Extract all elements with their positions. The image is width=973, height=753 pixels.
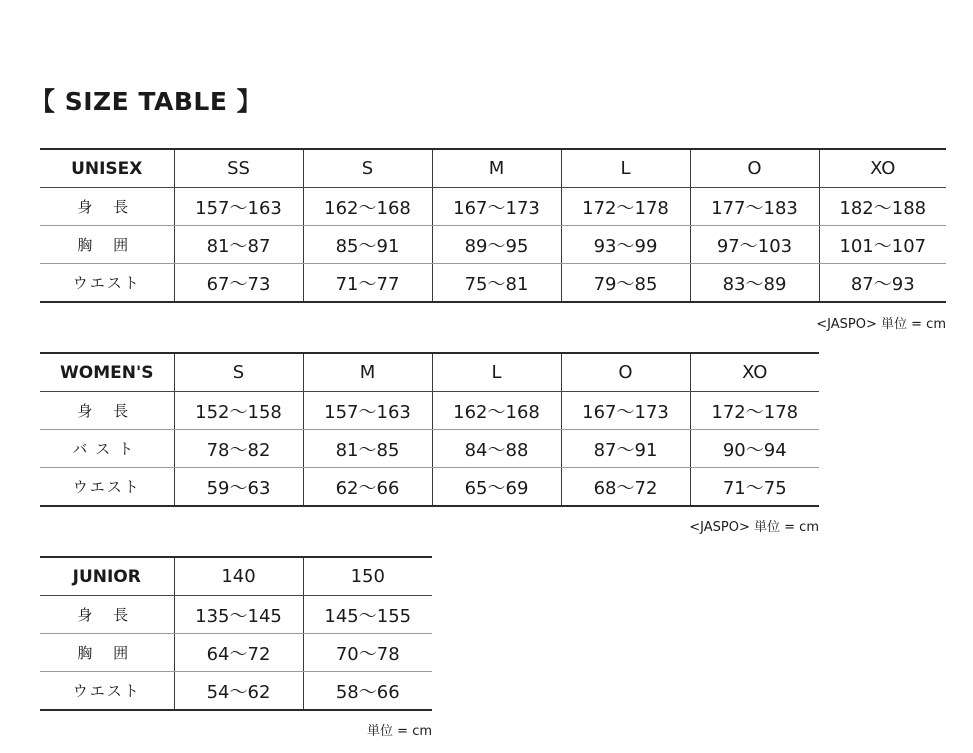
unisex-size-table [40,148,946,303]
table-cell: 162～168 [303,188,432,226]
table-header-row [40,149,946,188]
size-header: L [561,149,690,188]
table-row [40,634,432,672]
table-cell: 84～88 [432,430,561,468]
table-cell: 78～82 [174,430,303,468]
table-row [40,672,432,711]
row-label-waist: ウエスト [40,468,174,507]
table-cell: 145～155 [303,596,432,634]
size-header: O [690,149,819,188]
category-label: WOMEN'S [40,353,174,392]
table-header-row [40,557,432,596]
size-header: 150 [303,557,432,596]
table-cell: 89～95 [432,226,561,264]
row-label-height: 身 長 [40,596,174,634]
table-cell: 90～94 [690,430,819,468]
row-label-height: 身 長 [40,188,174,226]
table-row [40,188,946,226]
table-cell: 71～75 [690,468,819,507]
table-cell: 87～91 [561,430,690,468]
size-header: 140 [174,557,303,596]
table-cell: 58～66 [303,672,432,711]
size-header: L [432,353,561,392]
table-cell: 97～103 [690,226,819,264]
womens-size-table [40,352,819,507]
table-row [40,226,946,264]
table-cell: 85～91 [303,226,432,264]
table-header-row [40,353,819,392]
table-cell: 182～188 [819,188,946,226]
table-cell: 177～183 [690,188,819,226]
table-cell: 54～62 [174,672,303,711]
table-cell: 71～77 [303,264,432,303]
junior-size-table [40,556,432,711]
size-header: O [561,353,690,392]
table-cell: 172～178 [690,392,819,430]
table-cell: 162～168 [432,392,561,430]
table-cell: 152～158 [174,392,303,430]
table-cell: 167～173 [561,392,690,430]
table-cell: 167～173 [432,188,561,226]
table-cell: 65～69 [432,468,561,507]
table-cell: 62～66 [303,468,432,507]
table-cell: 135～145 [174,596,303,634]
table-row [40,264,946,303]
womens-unit-note: <JASPO> 単位 = cm [689,520,819,535]
size-header: SS [174,149,303,188]
table-cell: 81～87 [174,226,303,264]
table-cell: 157～163 [174,188,303,226]
unisex-unit-note: <JASPO> 単位 = cm [816,317,946,332]
row-label-chest: 胸 囲 [40,634,174,672]
row-label-waist: ウエスト [40,672,174,711]
table-cell: 68～72 [561,468,690,507]
page-title: 【 SIZE TABLE 】 [30,87,263,116]
table-cell: 101～107 [819,226,946,264]
row-label-waist: ウエスト [40,264,174,303]
table-cell: 75～81 [432,264,561,303]
table-cell: 87～93 [819,264,946,303]
row-label-height: 身 長 [40,392,174,430]
table-cell: 64～72 [174,634,303,672]
row-label-bust: バスト [40,430,174,468]
size-header: S [303,149,432,188]
table-cell: 172～178 [561,188,690,226]
table-row [40,392,819,430]
category-label: JUNIOR [40,557,174,596]
table-cell: 83～89 [690,264,819,303]
size-header: XO [690,353,819,392]
table-cell: 70～78 [303,634,432,672]
table-row [40,596,432,634]
size-header: M [303,353,432,392]
category-label: UNISEX [40,149,174,188]
table-row [40,430,819,468]
table-cell: 157～163 [303,392,432,430]
table-cell: 79～85 [561,264,690,303]
table-cell: 59～63 [174,468,303,507]
size-header: XO [819,149,946,188]
size-header: S [174,353,303,392]
table-row [40,468,819,507]
table-cell: 67～73 [174,264,303,303]
table-cell: 81～85 [303,430,432,468]
table-cell: 93～99 [561,226,690,264]
size-header: M [432,149,561,188]
junior-unit-note: 単位 = cm [367,724,432,739]
row-label-chest: 胸 囲 [40,226,174,264]
